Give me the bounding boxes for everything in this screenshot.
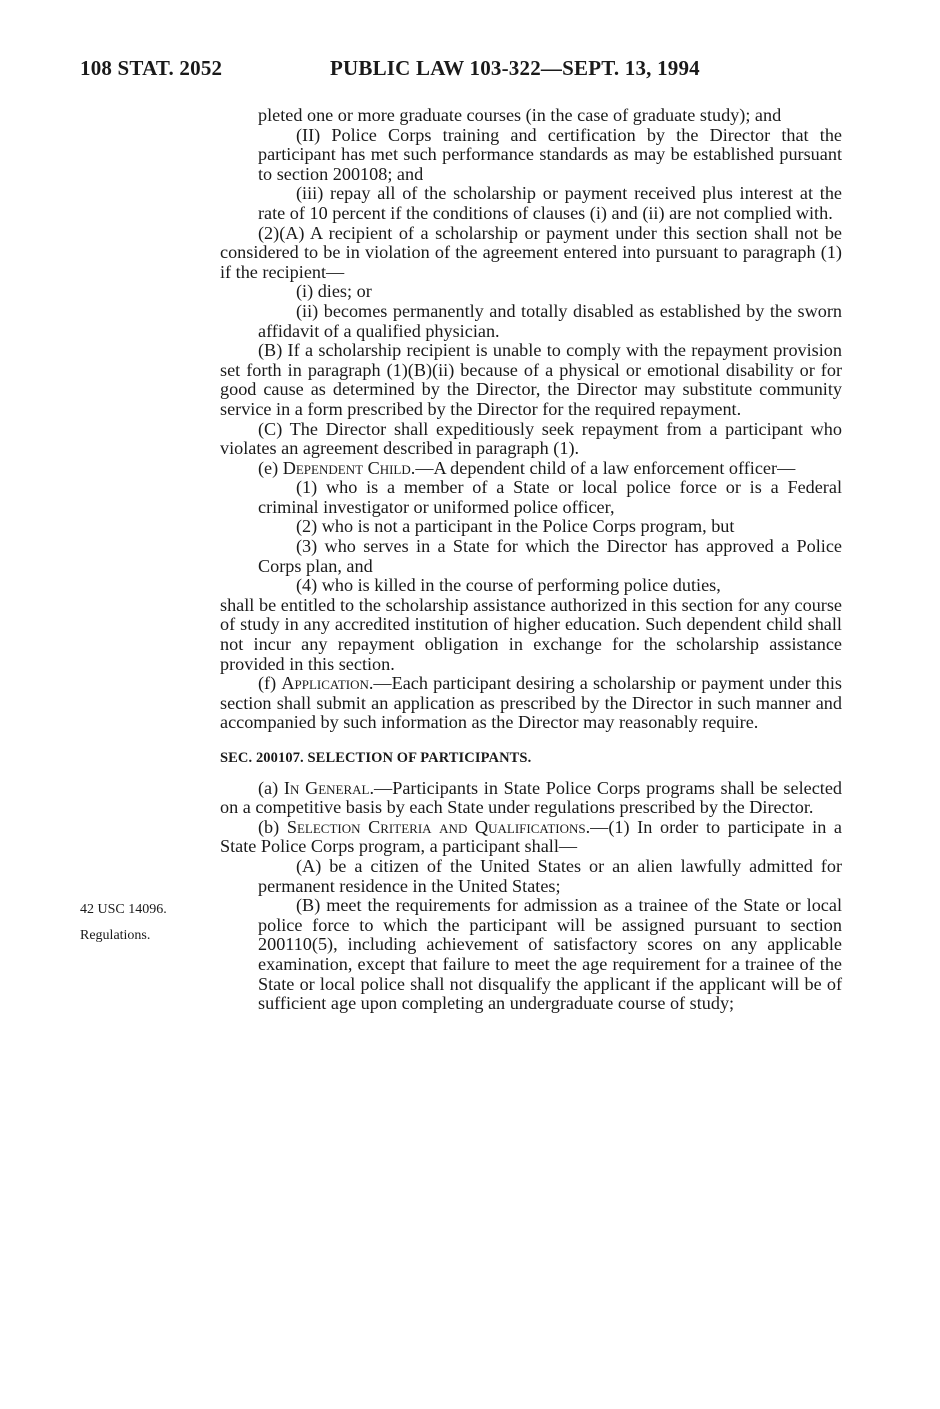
body-text [220,106,842,1014]
subsection-lead: (e) [258,457,283,478]
list-item: (A) be a citizen of the United States or an alien lawfully admitted for permanent residence in the United States; [258,855,842,896]
subsection-general [220,779,842,818]
subsection-text: —Participants in State Police Corps programs shall be selected on a competitive basis by each State under regulations prescribed by the Director. [220,777,842,818]
list-item: (4) who is killed in the course of performing police duties, [296,575,721,596]
subsection-lead: (b) [258,816,287,837]
subsection-heading: In General. [283,777,375,798]
subsection-lead: (a) [258,777,284,798]
subsection-heading: Application. [281,673,374,694]
list-item: (B) meet the requirements for admission as a trainee of the State or local police force to which the participant will be assigned pursuant to section 200110(5), including achievement of satisfactory scores on any applicable examination, except that failure to meet the age requirement for a trainee of the State or local police shall not disqualify the applicant if the applicant will be of sufficient age upon completing an undergraduate course of study; [258,895,842,1014]
paragraph: (B) If a scholarship recipient is unable to comply with the repayment provision set forth in paragraph (1)(B)(ii) because of a physical or emotional disability or for good cause as determined by the Director, the Director may substitute community service in a form prescribed by the Director for the required repayment. [220,340,842,419]
public-law-citation: PUBLIC LAW 103-322—SEPT. 13, 1994 [330,56,700,80]
margin-note-usc: 42 USC 14096. [80,902,167,917]
paragraph: shall be entitled to the scholarship assistance authorized in this section for any course of study in any accredited institution of higher education. Such dependent child shall not incur any repayment obligation in exchange for the scholarship assistance provided in this section. [220,594,842,674]
margin-note-regulations: Regulations. [80,928,151,943]
section-heading: SEC. 200107. SELECTION OF PARTICIPANTS. [220,750,532,766]
subsection-dependent-child [220,459,842,479]
paragraph: (2)(A) A recipient of a scholarship or payment under this section shall not be considered to be in violation of the agreement entered into pursuant to paragraph (1) if the recipient— [220,222,842,282]
stat-page-number: 108 STAT. 2052 [80,56,223,80]
paragraph-text: (iii) repay all of the scholarship or payment received plus interest at the rate of 10 percent if the conditions of clauses (i) and (ii) are not complied with. [258,183,842,223]
paragraph: (ii) becomes permanently and totally disabled as established by the sworn affidavit of a qualified physician. [258,300,842,341]
paragraph [220,184,842,223]
subsection-heading: Dependent Child. [282,457,416,478]
subsection-heading: Selection Criteria and Qualifications. [286,816,591,837]
paragraph: (II) Police Corps training and certification by the Director that the participant has met such performance standards as may be established pursuant to section 200108; and [258,124,842,184]
paragraph: (i) dies; or [296,281,372,302]
paragraph: (C) The Director shall expeditiously seek repayment from a participant who violates an agreement described in paragraph (1). [220,418,842,459]
subsection-text: —(1) In order to participate in a State Police Corps program, a participant shall— [220,816,842,857]
list-item: (1) who is a member of a State or local police force or is a Federal criminal investigator or uniformed police officer, [258,477,842,517]
paragraph: pleted one or more graduate courses (in the case of graduate study); and [258,105,782,125]
list-item: (2) who is not a participant in the Police Corps program, but [296,516,735,537]
list-item: (3) who serves in a State for which the Director has approved a Police Corps plan, and [258,536,842,576]
subsection-lead: (f) [258,673,282,694]
subsection-text: —Each participant desiring a scholarship or payment under this section shall submit an application as prescribed by the Director in such manner and accompanied by such information as the Director may reasonably require. [220,673,843,733]
page-header [80,56,840,86]
subsection-criteria [220,818,842,857]
subsection-application [220,674,842,733]
subsection-text: —A dependent child of a law enforcement officer— [415,457,796,478]
